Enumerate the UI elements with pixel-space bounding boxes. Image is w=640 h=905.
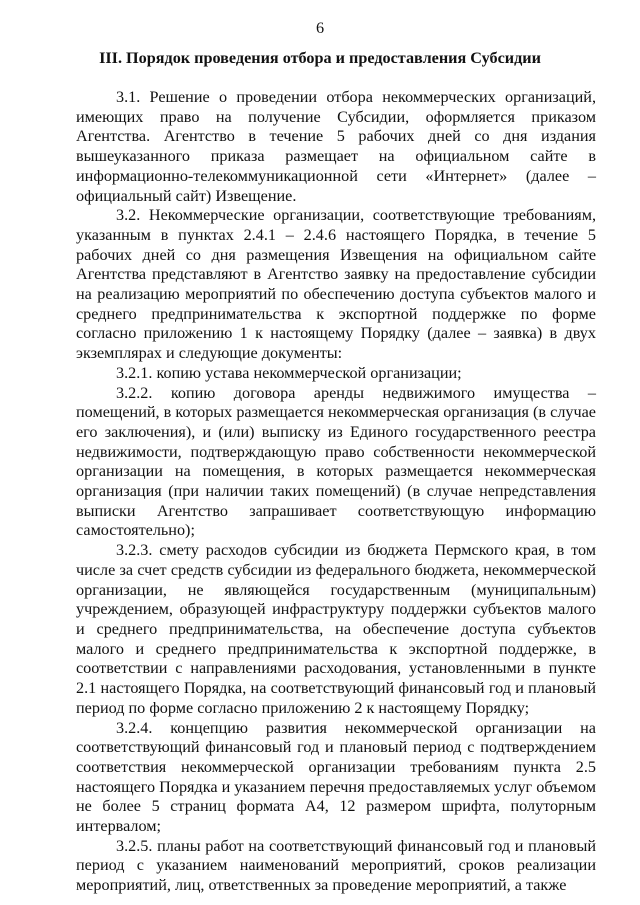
paragraph-3-2-3: 3.2.3. смету расходов субсидии из бюджета Пермского края, в том числе за счет средств субсидии из федерального бюджета, некоммерческой организации, не являющейся государственным (муниципальным) учреждением, образующей инфраструктуру поддержки субъектов малого и среднего предпринимательства, на обеспечение доступа субъектов малого и среднего предпринимательства к экспортной поддержке, в соответствии с направлениями расходования, установленными в пункте 2.1 настоящего Порядка, на соответствующий финансовый год и плановый период по форме согласно приложению 2 к настоящему Порядку;	[76, 541, 596, 717]
section-title: III. Порядок проведения отбора и предоставления Субсидии	[99, 49, 541, 67]
page-number: 6	[315, 19, 325, 37]
paragraph-3-2-1: 3.2.1. копию устава некоммерческой организации;	[116, 363, 462, 382]
document-body	[76, 88, 596, 896]
paragraph-3-2-5: 3.2.5. планы работ на соответствующий финансовый год и плановый период с указанием наименований мероприятий, сроков реализации мероприятий, лиц, ответственных за проведение мероприятий, а также	[76, 836, 596, 895]
paragraph-3-2-2: 3.2.2. копию договора аренды недвижимого имущества – помещений, в которых размещается некоммерческая организация (в случае его заключения), и (или) выписку из Единого государственного реестра недвижимости, подтверждающую право собственности некоммерческой организации на помещения, в которых размещается некоммерческая организация (при наличии таких помещений) (в случае непредставления выписки Агентство запрашивает соответствующую информацию самостоятельно);	[76, 383, 596, 540]
paragraph-3-2-4: 3.2.4. концепцию развития некоммерческой организации на соответствующий финансовый год и плановый период с подтверждением соответствия некоммерческой организации требованиям пункта 2.5 настоящего Порядка и указанием перечня предоставляемых услуг объемом не более 5 страниц формата А4, 12 размером шрифта, полуторным интервалом;	[76, 718, 596, 836]
paragraph-3-2: 3.2. Некоммерческие организации, соответствующие требованиям, указанным в пунктах 2.4.1 – 2.4.6 настоящего Порядка, в течение 5 рабочих дней со дня размещения Извещения на официальном сайте Агентства представляют в Агентство заявку на предоставление субсидии на реализацию мероприятий по обеспечению доступа субъектов малого и среднего предпринимательства к экспортной поддержке по форме согласно приложению 1 к настоящему Порядку (далее – заявка) в двух экземплярах и следующие документы:	[76, 206, 596, 363]
paragraph-3-1: 3.1. Решение о проведении отбора некоммерческих организаций, имеющих право на получение Субсидии, оформляется приказом Агентства. Агентство в течение 5 рабочих дней со дня издания вышеуказанного приказа размещает на официальном сайте в информационно-телекоммуникационной сети «Интернет» (далее – официальный сайт) Извещение.	[76, 88, 596, 205]
